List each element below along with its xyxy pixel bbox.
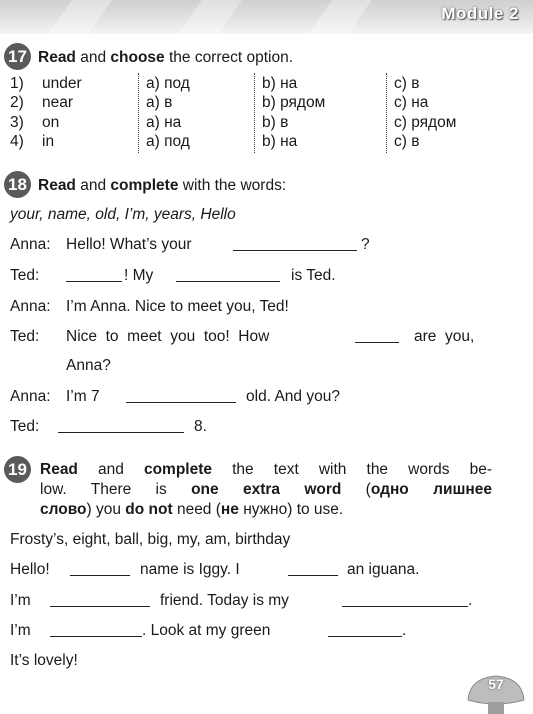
exercise-18-word-bank: your, name, old, I’m, years, Hello (10, 206, 236, 223)
answer-blank[interactable] (66, 267, 122, 282)
option-b: b) на (262, 133, 298, 150)
exercise-19-word-bank: Frosty’s, eight, ball, big, my, am, birthday (10, 531, 291, 548)
answer-blank[interactable] (70, 561, 130, 576)
option-b: b) на (262, 75, 298, 92)
exercise-19-number: 19 (4, 456, 31, 483)
option-c: c) на (394, 94, 429, 111)
answer-blank[interactable] (50, 592, 150, 607)
exercise-18-number: 18 (4, 171, 31, 198)
option-c: c) в (394, 133, 420, 150)
answer-blank[interactable] (288, 561, 338, 576)
column-divider (386, 73, 387, 153)
option-c: c) в (394, 75, 420, 92)
answer-blank[interactable] (342, 592, 468, 607)
answer-blank[interactable] (176, 267, 280, 282)
speaker-label: Anna: (10, 298, 51, 315)
answer-blank[interactable] (50, 622, 142, 637)
answer-blank[interactable] (233, 236, 357, 251)
answer-blank[interactable] (58, 418, 184, 433)
speaker-label: Ted: (10, 418, 40, 435)
option-b: b) в (262, 114, 289, 131)
option-c: c) рядом (394, 114, 457, 131)
option-a: a) под (146, 133, 190, 150)
option-a: a) в (146, 94, 173, 111)
speaker-label: Anna: (10, 236, 51, 253)
option-a: a) на (146, 114, 182, 131)
exercise-17-number: 17 (4, 43, 31, 70)
answer-blank[interactable] (328, 622, 402, 637)
answer-blank[interactable] (126, 388, 236, 403)
exercise-17-instruction: Read and choose the correct option. (38, 49, 294, 66)
page-number: 57 (488, 676, 504, 692)
column-divider (254, 73, 255, 153)
option-a: a) под (146, 75, 190, 92)
speaker-label: Ted: (10, 267, 40, 284)
module-label: Module 2 (441, 4, 519, 23)
speaker-label: Anna: (10, 388, 51, 405)
exercise-19-instruction-line3: слово) you do not need (не нужно) to use. (40, 501, 344, 518)
exercise-19-instruction-line1: Read and complete the text with the words be- (40, 461, 492, 478)
speaker-label: Ted: (10, 328, 40, 345)
exercise-18-instruction: Read and complete with the words: (38, 177, 287, 194)
exercise-19-instruction-line2: low. There is one extra word (одно лишнее (40, 481, 492, 498)
answer-blank[interactable] (355, 328, 399, 343)
option-b: b) рядом (262, 94, 326, 111)
column-divider (138, 73, 139, 153)
